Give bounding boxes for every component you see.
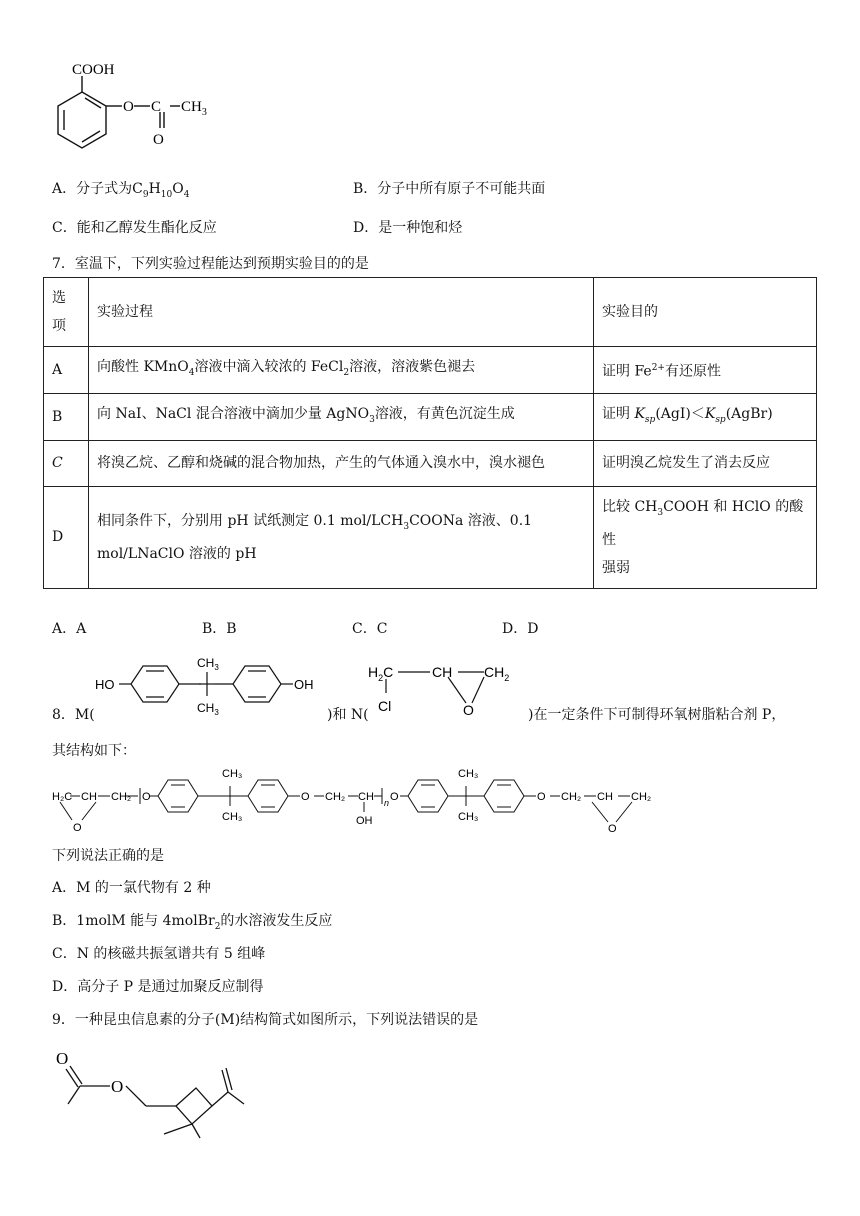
q7-option-b: B．B xyxy=(202,621,237,637)
q6-option-d: D．是一种饱和烃 xyxy=(353,220,463,236)
h2c-label: $H_2C$ xyxy=(368,664,394,683)
p-oh-label: OH xyxy=(356,815,373,827)
p-ch2-right: CH₂ xyxy=(561,791,582,803)
p-o-link-3: O xyxy=(390,791,399,803)
ho-label: HO xyxy=(95,677,115,692)
carbonyl-o-label: O xyxy=(56,1049,69,1068)
table-header-row xyxy=(44,278,817,347)
epichlorohydrin-structure xyxy=(360,655,530,717)
q8-option-b: B．1molM 能与 4molBr$_2$的水溶液发生反应 xyxy=(52,913,333,932)
p-ch3-bottom-1: CH₃ xyxy=(222,811,243,823)
q7-stem: 7．室温下，下列实验过程能达到预期实验目的的是 xyxy=(52,256,369,272)
q8-stem-post: )在一定条件下可制得环氧树脂粘合剂 P， xyxy=(528,707,786,723)
p-ch3-top-1: CH₃ xyxy=(222,768,243,780)
q8-option-a: A．M 的一氯代物有 2 种 xyxy=(52,880,211,896)
ester-o-label: O xyxy=(111,1077,124,1096)
polymer-p-structure xyxy=(52,764,662,836)
q8-stem-mid: )和 N( xyxy=(327,707,369,723)
p-ch2-end: CH₂ xyxy=(631,791,652,803)
table-row: B 向 NaI、NaCl 混合溶液中滴加少量 AgNO$_3$溶液，有黄色沉淀生成 证明 $K_{sp}(AgI)<K_{sp}(AgBr)$ xyxy=(44,393,817,440)
p-h2c-label: H₂C xyxy=(52,791,73,803)
q8-option-d: D．高分子 P 是通过加聚反应制得 xyxy=(52,979,264,995)
q8-option-c: C．N 的核磁共振氢谱共有 5 组峰 xyxy=(52,946,266,962)
p-n-subscript: n xyxy=(384,798,390,808)
q7-option-c: C．C xyxy=(352,621,388,637)
oh-label: OH xyxy=(294,677,314,692)
p-ch2-label: CH₂ xyxy=(111,791,132,803)
q8-stem-line2: 其结构如下： xyxy=(52,743,136,759)
q9-stem: 9．一种昆虫信息素的分子(M)结构简式如图所示，下列说法错误的是 xyxy=(52,1012,479,1028)
p-ch3-bottom-2: CH₃ xyxy=(458,811,479,823)
aspirin-structure xyxy=(50,58,230,158)
cooh-label: COOH xyxy=(72,62,115,78)
ch2-label: $CH_2$ xyxy=(484,664,510,683)
q7-option-a: A．A xyxy=(52,621,87,637)
q7-option-d: D．D xyxy=(502,621,539,637)
p-o-epoxide-right: O xyxy=(608,823,617,835)
q8-stem-pre: 8．M( xyxy=(52,707,95,723)
experiment-table xyxy=(43,277,817,589)
q6-option-c: C．能和乙醇发生酯化反应 xyxy=(52,220,217,236)
header-option: 选 项 xyxy=(44,278,89,347)
p-ch-label: CH xyxy=(81,791,97,803)
header-goal: 实验目的 xyxy=(594,278,817,347)
p-ch-mid: CH xyxy=(358,791,374,803)
p-ch2-mid: CH₂ xyxy=(325,791,346,803)
cl-label: Cl xyxy=(378,698,392,714)
ch-label: CH xyxy=(432,664,453,680)
methyl-label: $CH_3$ xyxy=(181,99,207,118)
pheromone-structure xyxy=(52,1040,252,1140)
p-ch3-top-2: CH₃ xyxy=(458,768,479,780)
bisphenol-a-structure xyxy=(95,650,330,720)
p-o-link-2: O xyxy=(301,791,310,803)
q6-option-b: B．分子中所有原子不可能共面 xyxy=(353,181,546,197)
p-o-link-1: O xyxy=(142,791,151,803)
carbonyl-o-label: O xyxy=(153,132,164,148)
p-ch-right: CH xyxy=(597,791,613,803)
table-row: C 将溴乙烷、乙醇和烧碱的混合物加热，产生的气体通入溴水中，溴水褪色 证明溴乙烷发生了消去反应 xyxy=(44,440,817,486)
ch3-top-label: $CH_3$ xyxy=(197,656,219,672)
p-o-link-4: O xyxy=(537,791,546,803)
header-process: 实验过程 xyxy=(89,278,594,347)
table-row: A 向酸性 KMnO$_4$溶液中滴入较浓的 FeCl$_2$溶液，溶液紫色褪去 证明 $Fe^{2+}$有还原性 xyxy=(44,347,817,394)
carbonyl-c-label: C xyxy=(151,99,162,115)
q8-question: 下列说法正确的是 xyxy=(52,848,164,864)
epoxide-o-label: O xyxy=(463,702,474,717)
q6-option-a: A．分子式为$C_9H_{10}O_4$ xyxy=(52,181,190,200)
ch3-bottom-label: $CH_3$ xyxy=(197,701,219,717)
p-o-epoxide-left: O xyxy=(73,822,82,834)
table-row: D 相同条件下，分别用 pH 试纸测定 0.1 mol/$LCH_3COONa$ 溶液、0.1 mol/LNaClO 溶液的 pH 比较 $CH_3COOH$ 和 HClO 的酸性 强弱 xyxy=(44,486,817,589)
ether-o-label: O xyxy=(123,99,134,115)
